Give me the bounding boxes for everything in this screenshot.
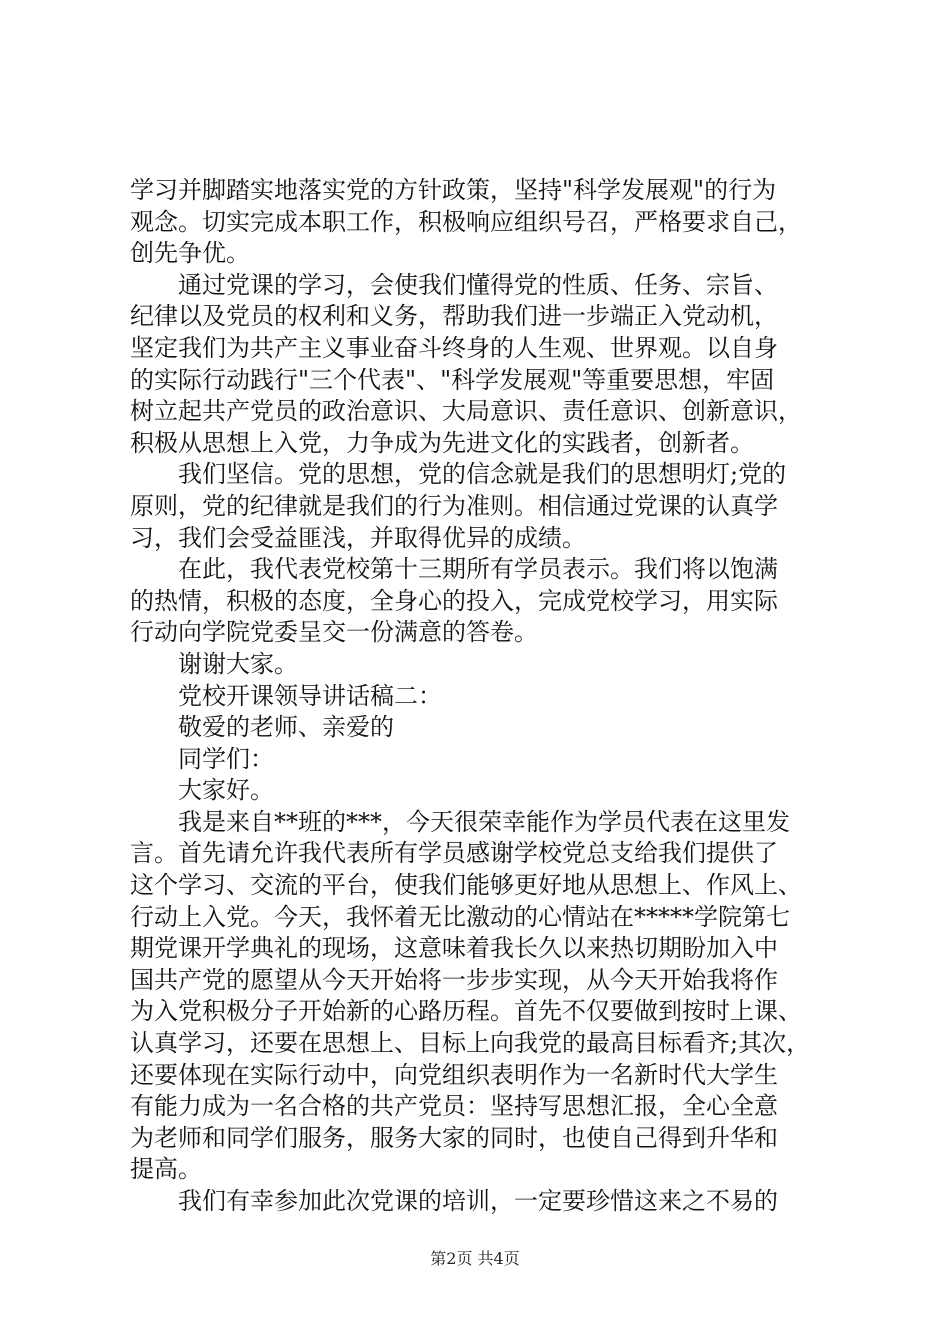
page-footer: 第2页 共4页 (430, 1249, 520, 1268)
text-line: 言。首先请允许我代表所有学员感谢学校党总支给我们提供了 (130, 839, 778, 868)
text-line: 这个学习、交流的平台，使我们能够更好地从思想上、作风上、 (130, 871, 802, 900)
text-line: 行动上入党。今天，我怀着无比激动的心情站在*****学院第七 (130, 902, 790, 931)
text-line: 期党课开学典礼的现场，这意味着我长久以来热切期盼加入中 (130, 934, 778, 963)
text-line: 国共产党的愿望从今天开始将一步步实现，从今天开始我将作 (130, 965, 778, 994)
text-line: 我们坚信。党的思想，党的信念就是我们的思想明灯;党的 (178, 460, 787, 489)
text-line: 敬爱的老师、亲爱的 (178, 713, 394, 742)
body-text (130, 175, 830, 1218)
text-line: 为入党积极分子开始新的心路历程。首先不仅要做到按时上课、 (130, 997, 802, 1026)
text-line: 还要体现在实际行动中，向党组织表明作为一名新时代大学生 (130, 1060, 778, 1089)
text-line: 的实际行动践行"三个代表"、"科学发展观"等重要思想，牢固 (130, 365, 775, 394)
text-line: 创先争优。 (130, 239, 250, 268)
text-line: 提高。 (130, 1155, 202, 1184)
text-line: 树立起共产党员的政治意识、大局意识、责任意识、创新意识， (130, 397, 802, 426)
text-line: 原则，党的纪律就是我们的行为准则。相信通过党课的认真学 (130, 491, 778, 520)
text-line: 为老师和同学们服务，服务大家的同时，也使自己得到升华和 (130, 1123, 778, 1152)
text-line: 通过党课的学习，会使我们懂得党的性质、任务、宗旨、 (178, 270, 778, 299)
text-line: 的热情，积极的态度，全身心的投入，完成党校学习，用实际 (130, 586, 778, 615)
text-line: 我是来自**班的***，今天很荣幸能作为学员代表在这里发 (178, 807, 790, 836)
text-line: 我们有幸参加此次党课的培训，一定要珍惜这来之不易的 (178, 1187, 778, 1215)
text-line: 认真学习，还要在思想上、目标上向我党的最高目标看齐;其次， (130, 1029, 811, 1058)
text-line: 积极从思想上入党，力争成为先进文化的实践者，创新者。 (130, 428, 754, 457)
text-line: 在此，我代表党校第十三期所有学员表示。我们将以饱满 (178, 555, 778, 584)
text-line: 行动向学院党委呈交一份满意的答卷。 (130, 618, 538, 647)
text-line: 同学们： (178, 744, 274, 773)
text-line: 纪律以及党员的权利和义务，帮助我们进一步端正入党动机， (130, 302, 778, 331)
text-line: 党校开课领导讲话稿二： (178, 681, 442, 710)
text-line: 坚定我们为共产主义事业奋斗终身的人生观、世界观。以自身 (130, 333, 778, 362)
text-line: 谢谢大家。 (178, 649, 298, 678)
text-line: 大家好。 (178, 776, 274, 805)
text-line: 有能力成为一名合格的共产党员：坚持写思想汇报，全心全意 (130, 1092, 778, 1121)
text-line: 学习并脚踏实地落实党的方针政策，坚持"科学发展观"的行为 (130, 176, 777, 204)
text-line: 习，我们会受益匪浅，并取得优异的成绩。 (130, 523, 586, 552)
text-line: 观念。切实完成本职工作，积极响应组织号召，严格要求自己， (130, 207, 802, 236)
